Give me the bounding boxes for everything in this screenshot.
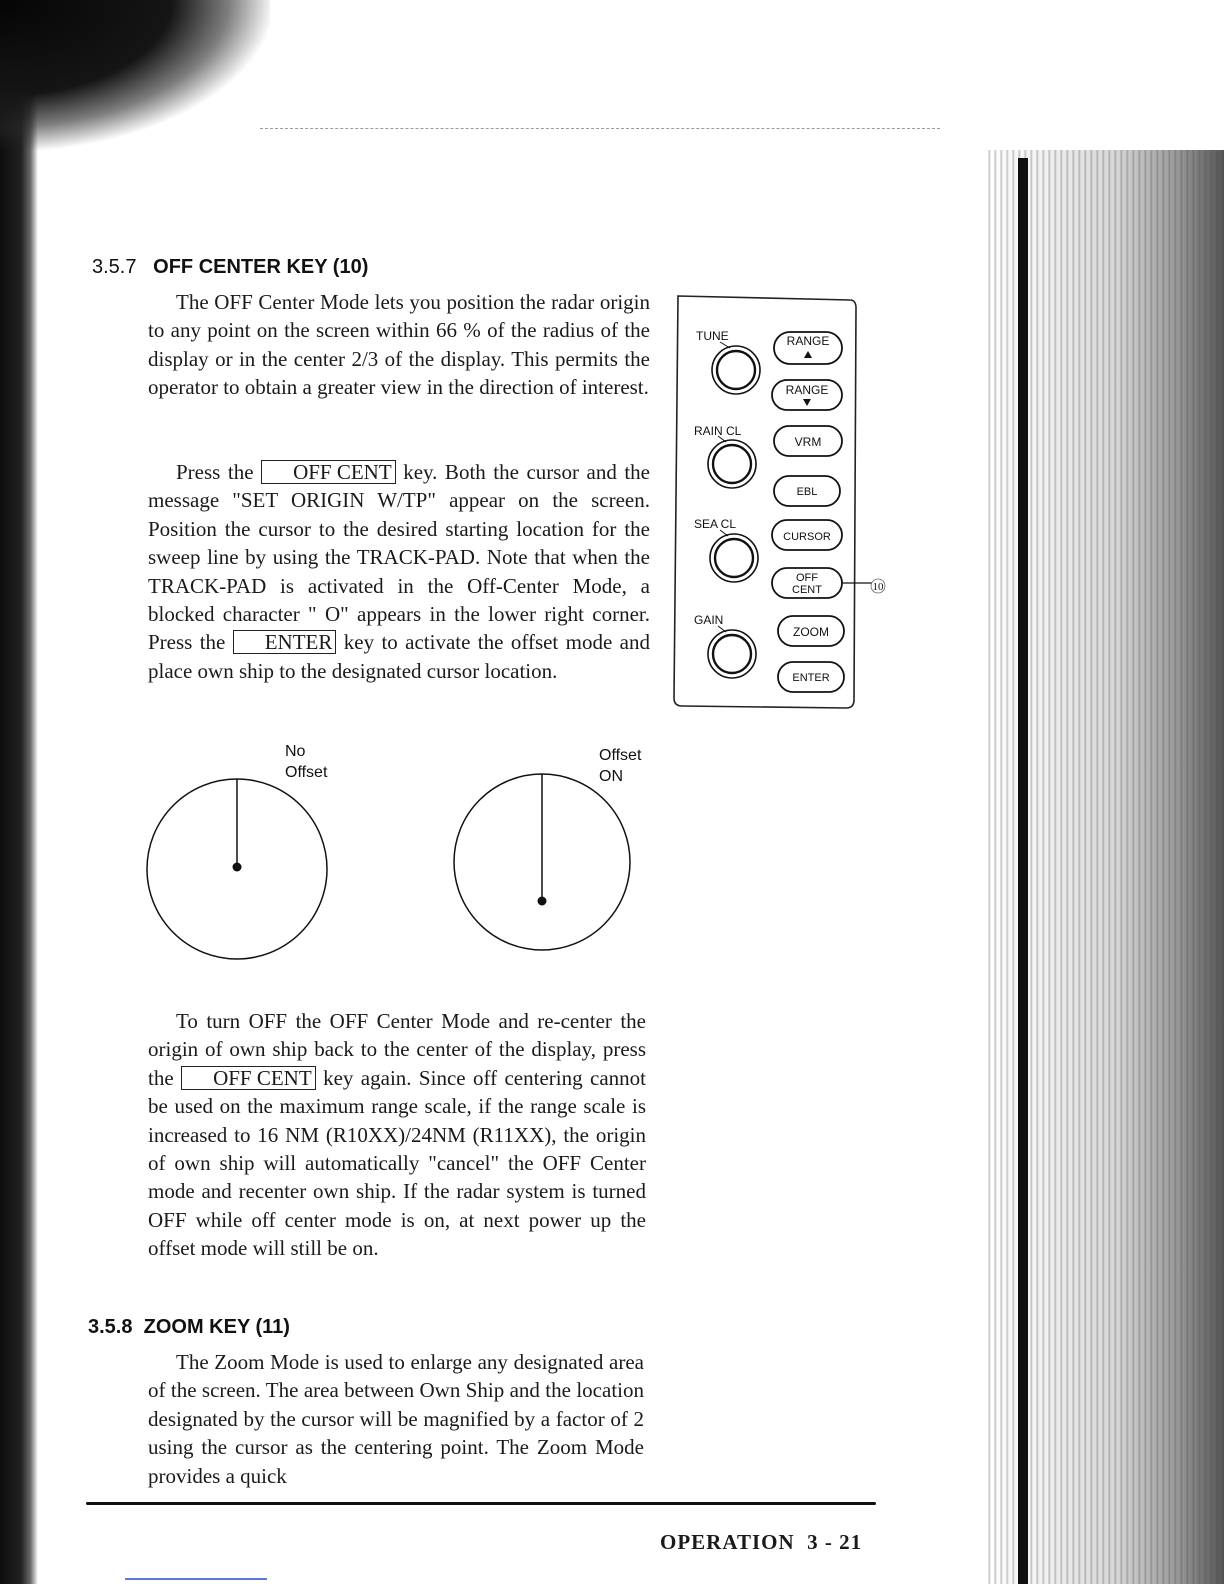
- footer-rule: [86, 1502, 876, 1505]
- cursor-key-label: CURSOR: [783, 531, 831, 543]
- zoom-paragraph-1: [148, 1348, 644, 1490]
- off-center-paragraph-1: [148, 288, 650, 402]
- offset-on-label-line: Offset: [599, 747, 642, 764]
- zoom-key-label: ZOOM: [793, 625, 829, 639]
- off-cent-keycap: OFF CENT: [181, 1066, 316, 1090]
- knob-label-sea-cl: SEA CL: [694, 517, 737, 531]
- no-offset-scope: [147, 779, 327, 959]
- section-number: 3.5.7: [92, 256, 137, 278]
- range-up-key-label: RANGE: [786, 334, 830, 348]
- paragraph-text: The OFF Center Mode lets you position the radar origin to any point on the screen within 66 % of the radius of the display or in the center 2/3 of the display. This permits the operator to obtain a greater view in the direction of interest.: [148, 290, 650, 400]
- callout-number: 10: [872, 581, 884, 593]
- page-number: 3 - 21: [807, 1530, 863, 1554]
- footer-label: OPERATION: [660, 1530, 795, 1554]
- sea-cl-knob[interactable]: [710, 530, 758, 582]
- section-title: ZOOM KEY (11): [143, 1316, 290, 1338]
- off-center-paragraph-2: [148, 458, 650, 685]
- ebl-key-label: EBL: [796, 486, 818, 498]
- paragraph-text: Press the: [176, 460, 262, 484]
- top-rule: [260, 128, 940, 129]
- paragraph-text: key. Both the cursor and the message "SET ORIGIN W/TP" appear on the screen. Position the cursor to the desired starting location for the sweep line by using the TRACK-PAD. Note that when the TRACK-PAD is activated in the Off-Center Mode, a blocked character " O" appears in the lower right corner. Press the: [148, 460, 650, 655]
- knob-label-rain-cl: RAIN CL: [694, 424, 742, 438]
- no-offset-label-line: Offset: [285, 764, 328, 781]
- enter-key-label: ENTER: [792, 672, 830, 684]
- triangle-up-icon: [804, 351, 812, 358]
- control-panel-figure: [668, 290, 898, 720]
- scan-edge-bar: [1018, 158, 1028, 1584]
- cent-key-label: CENT: [792, 584, 822, 596]
- no-offset-label-line: No: [285, 743, 306, 760]
- enter-keycap: ENTER: [233, 630, 337, 654]
- triangle-down-icon: [803, 399, 811, 406]
- offset-diagram: [140, 770, 640, 970]
- own-ship-dot: [233, 863, 242, 872]
- scan-shadow-corner: [0, 0, 270, 150]
- paragraph-text: To turn OFF the OFF Center Mode and re-center the origin of own ship back to the center of the display, press the: [148, 1009, 646, 1090]
- section-title: OFF CENTER KEY (10): [153, 256, 369, 278]
- own-ship-dot: [538, 897, 547, 906]
- scan-shadow-left: [0, 0, 38, 1584]
- section-heading-zoom: [88, 1316, 290, 1339]
- off-center-paragraph-3: [148, 1007, 646, 1263]
- range-down-key-label: RANGE: [785, 383, 829, 397]
- offset-on-label-line: ON: [599, 768, 623, 785]
- paragraph-text: The Zoom Mode is used to enlarge any designated area of the screen. The area between Own Ship and the location designated by the cursor will be magnified by a factor of 2 using the cursor as the centering point. The Zoom Mode provides a quick: [148, 1350, 644, 1488]
- knob-label-gain: GAIN: [694, 613, 724, 627]
- page-footer: [660, 1530, 862, 1555]
- section-heading-off-center: [92, 256, 368, 279]
- off-cent-keycap: OFF CENT: [261, 460, 396, 484]
- vrm-key-label: VRM: [794, 435, 822, 449]
- off-key-label: OFF: [796, 572, 818, 584]
- scan-mark: [125, 1578, 267, 1580]
- paragraph-text: key again. Since off centering cannot be used on the maximum range scale, if the range scale is increased to 16 NM (R10XX)/24NM (R11XX), the origin of own ship will automatically "cancel" the OFF Center mode and recenter own ship. If the radar system is turned OFF while off center mode is on, at next power up the offset mode will still be on.: [148, 1065, 646, 1261]
- rain-cl-knob[interactable]: [708, 436, 756, 488]
- tune-knob[interactable]: [712, 342, 760, 394]
- offset-on-scope: [454, 774, 630, 950]
- gain-knob[interactable]: [708, 626, 756, 678]
- section-number: 3.5.8: [88, 1316, 133, 1338]
- knob-label-tune: TUNE: [696, 329, 729, 343]
- paragraph-text: key to activate the offset mode and place own ship to the designated cursor location.: [148, 630, 650, 683]
